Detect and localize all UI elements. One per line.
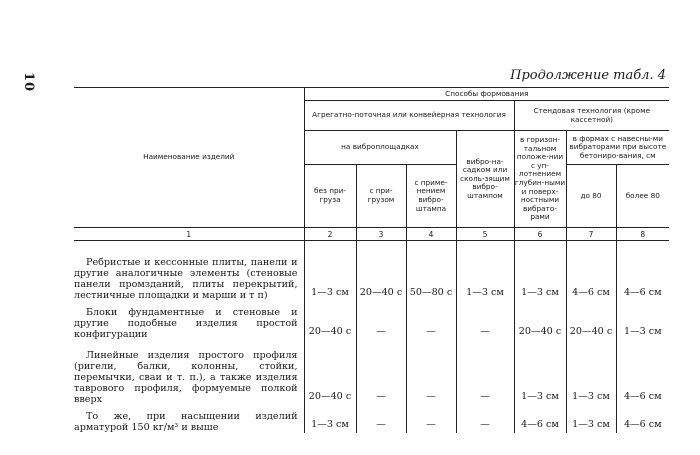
- table-cell: 20—40 с: [566, 301, 616, 340]
- table-row: [74, 405, 669, 433]
- table-cell: —: [356, 405, 406, 433]
- table-cell: 4—6 см: [566, 241, 616, 302]
- table-cell: 1—3 см: [616, 301, 669, 340]
- col-number: 7: [566, 228, 616, 241]
- table-cell: —: [356, 301, 406, 340]
- table-cell: 20—40 с: [304, 301, 356, 340]
- header-no-load: без при-груза: [304, 165, 356, 228]
- table-cell: —: [406, 301, 456, 340]
- col-number: 5: [456, 228, 514, 241]
- col-header-name: Наименование изделий: [74, 88, 304, 228]
- col-number: 3: [356, 228, 406, 241]
- table-row: [74, 301, 669, 340]
- header-up-to-80: до 80: [566, 165, 616, 228]
- table-cell: 4—6 см: [616, 241, 669, 302]
- col-number: 4: [406, 228, 456, 241]
- col-number: 1: [74, 228, 304, 241]
- col-number: 8: [616, 228, 669, 241]
- table-cell: 20—40 с: [356, 241, 406, 302]
- table-row: [74, 241, 669, 302]
- table-cell: 50—80 с: [406, 241, 456, 302]
- column-numbers-row: [74, 228, 669, 241]
- forming-methods-table: [74, 87, 669, 433]
- table-cell: —: [456, 340, 514, 405]
- table-cell: 4—6 см: [514, 405, 566, 433]
- table-cell: 1—3 см: [514, 340, 566, 405]
- table-cell: 4—6 см: [616, 340, 669, 405]
- header-horizontal-position: в горизон-тальном положе-нии с уп-лотнением глубин-ными и поверх-ностными вибрато-рами: [514, 131, 566, 228]
- table-cell: —: [456, 301, 514, 340]
- table-continuation-label: Продолжение табл. 4: [510, 68, 666, 83]
- row-name: Линейные изделия простого профиля (ригели, балки, колонны, стойки, перемычки, сваи и т. п.), а также изделия таврового профиля, формуемые полкой вверх: [74, 350, 298, 405]
- row-name: Блоки фундаментные и стеновые и другие подобные изделия простой конфигурации: [74, 307, 298, 340]
- table-row: [74, 340, 669, 405]
- header-forms-hanging-vibrators: в формах с навесны-ми вибраторами при высоте бетониро-вания, см: [566, 131, 669, 165]
- col-number: 2: [304, 228, 356, 241]
- header-stand-technology: Стендовая технология (кроме кассетной): [514, 101, 669, 131]
- table-cell: 20—40 с: [304, 340, 356, 405]
- page-number: 10: [21, 72, 36, 93]
- table-cell: —: [406, 340, 456, 405]
- table-cell: 20—40 с: [514, 301, 566, 340]
- header-with-load: с при-грузом: [356, 165, 406, 228]
- table-cell: 4—6 см: [616, 405, 669, 433]
- table-cell: 1—3 см: [304, 241, 356, 302]
- header-aggregate-technology: Агрегатно-поточная или конвейерная технология: [304, 101, 514, 131]
- table-cell: —: [356, 340, 406, 405]
- table-cell: 1—3 см: [304, 405, 356, 433]
- table-cell: —: [456, 405, 514, 433]
- header-vibro-rolling: вибро-на-садком или сколь-зящим вибро-штампом: [456, 131, 514, 228]
- table-cell: 1—3 см: [514, 241, 566, 302]
- table-cell: 1—3 см: [456, 241, 514, 302]
- row-name: То же, при насыщении изделий арматурой 150 кг/м³ и выше: [74, 411, 298, 433]
- header-vibro-platforms: на виброплощадках: [304, 131, 456, 165]
- table-cell: 1—3 см: [566, 405, 616, 433]
- table-cell: 1—3 см: [566, 340, 616, 405]
- col-number: 6: [514, 228, 566, 241]
- row-name: Ребристые и кессонные плиты, панели и другие аналогичные элементы (стеновые панели промзданий, плиты перекрытий, лестничные площадки и марши и т п): [74, 257, 298, 301]
- header-forming-methods: Способы формования: [304, 88, 669, 101]
- header-over-80: более 80: [616, 165, 669, 228]
- table-cell: —: [406, 405, 456, 433]
- header-vibro-stamp: с приме-нением вибро-штампа: [406, 165, 456, 228]
